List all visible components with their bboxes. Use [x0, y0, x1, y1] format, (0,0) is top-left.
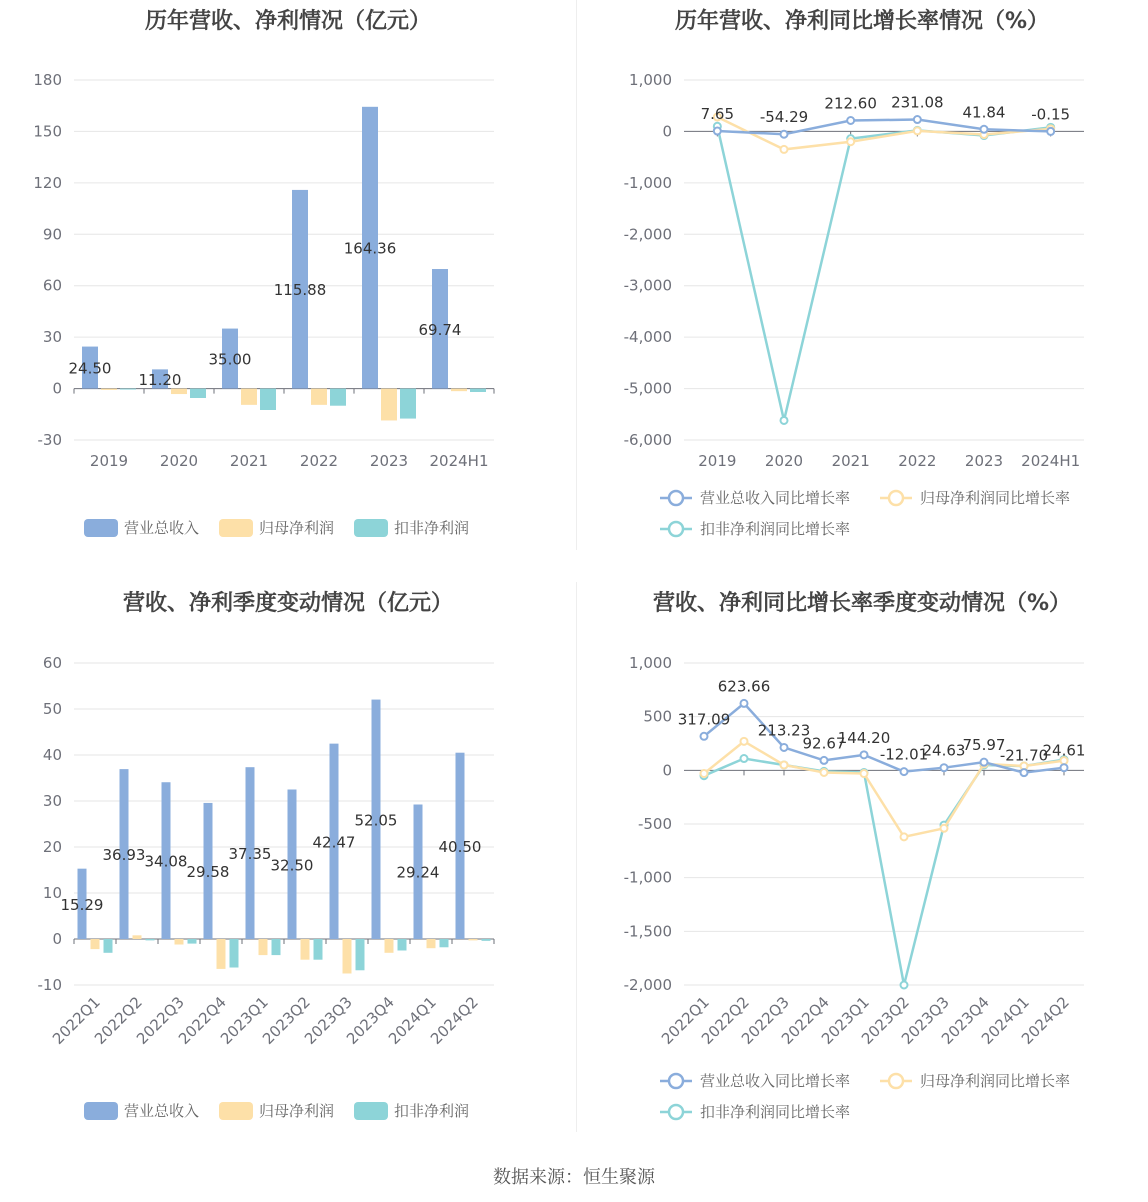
data-label: 164.36 [343, 239, 397, 258]
data-point [1061, 764, 1068, 771]
x-tick-label: 2023Q3 [898, 993, 953, 1048]
chart-svg [0, 0, 576, 560]
legend-marker [669, 491, 683, 505]
y-tick-label: 180 [33, 71, 62, 89]
y-tick-label: -500 [637, 815, 672, 833]
bar [241, 389, 257, 405]
data-label: -54.29 [759, 108, 809, 127]
x-tick-label: 2019 [89, 452, 129, 470]
y-tick-label: -3,000 [623, 276, 672, 295]
legend-label: 营业总收入同比增长率 [700, 489, 851, 507]
data-point [901, 982, 908, 989]
data-point [1047, 128, 1054, 135]
data-point [914, 116, 921, 123]
legend-label: 归母净利润同比增长率 [920, 489, 1071, 507]
x-tick-label: 2019 [698, 452, 737, 470]
data-point [781, 417, 788, 424]
legend-swatch [354, 1102, 388, 1120]
data-label: 7.65 [700, 105, 735, 124]
data-source: 数据来源：恒生聚源 [493, 1167, 655, 1188]
x-tick-label: 2022Q2 [698, 993, 753, 1048]
chart-annual-growth-rate [576, 0, 1148, 560]
data-point [701, 733, 708, 740]
data-label: 42.47 [312, 833, 356, 852]
x-tick-label: 2020 [159, 452, 199, 470]
y-tick-label: 120 [33, 173, 62, 192]
data-label: 52.05 [354, 811, 398, 830]
x-tick-label: 2022Q2 [91, 993, 146, 1048]
y-tick-label: 90 [42, 225, 62, 244]
bar [301, 939, 310, 960]
data-point [981, 126, 988, 133]
x-tick-label: 2023Q4 [938, 993, 993, 1048]
bar [482, 939, 491, 941]
data-label: 37.35 [228, 845, 272, 864]
data-label: 29.24 [396, 863, 440, 882]
y-tick-label: 60 [42, 276, 62, 295]
data-point [1021, 769, 1028, 776]
vertical-divider [576, 582, 577, 1132]
bar [133, 935, 142, 939]
data-point [941, 764, 948, 771]
data-label: 24.50 [68, 359, 112, 378]
y-tick-label: -10 [37, 976, 62, 994]
x-tick-label: 2024H1 [1021, 452, 1081, 470]
y-tick-label: 50 [42, 700, 62, 718]
legend-swatch [354, 519, 388, 537]
series-line [717, 126, 1050, 420]
y-tick-label: 150 [33, 122, 62, 141]
legend-label: 扣非净利润同比增长率 [700, 520, 851, 538]
x-tick-label: 2022Q1 [658, 993, 713, 1048]
data-label: 212.60 [824, 94, 877, 113]
legend-label: 营业总收入 [124, 1102, 200, 1120]
bar [101, 389, 117, 390]
y-tick-label: 0 [662, 122, 672, 141]
data-point [741, 755, 748, 762]
data-label: 34.08 [144, 852, 188, 871]
data-point [781, 761, 788, 768]
x-tick-label: 2022Q3 [738, 993, 793, 1048]
x-tick-label: 2023Q2 [858, 993, 913, 1048]
x-tick-label: 2023Q3 [301, 993, 356, 1048]
data-point [847, 138, 854, 145]
data-point [781, 131, 788, 138]
data-label: 24.63 [922, 741, 966, 760]
x-tick-label: 2024H1 [429, 452, 489, 470]
data-label: 69.74 [418, 320, 462, 339]
bar [440, 939, 449, 947]
legend-label: 扣非净利润 [394, 519, 470, 537]
data-label: 213.23 [757, 721, 811, 740]
data-point [741, 738, 748, 745]
legend-label: 归母净利润 [259, 519, 335, 537]
x-tick-label: 2022Q4 [778, 993, 833, 1048]
vertical-divider [576, 0, 577, 550]
x-tick-label: 2020 [764, 452, 804, 470]
bar [311, 389, 327, 405]
chart-quarterly-growth-rate [576, 582, 1148, 1142]
x-tick-label: 2021 [229, 452, 269, 470]
legend-marker [669, 1074, 683, 1088]
data-label: -12.01 [879, 745, 929, 764]
data-label: 36.93 [102, 846, 146, 865]
y-tick-label: -2,000 [623, 225, 672, 244]
chart-svg [576, 0, 1148, 560]
y-tick-label: 1,000 [629, 654, 672, 672]
y-tick-label: 10 [42, 884, 62, 902]
data-point [901, 768, 908, 775]
data-point [847, 117, 854, 124]
x-tick-label: 2022Q1 [49, 993, 104, 1048]
bar [175, 939, 184, 945]
bar [343, 939, 352, 974]
chart-annual-revenue-profit [0, 0, 576, 560]
bar [427, 939, 436, 948]
y-tick-label: -30 [37, 431, 62, 449]
bar [171, 389, 187, 394]
data-label: -21.70 [999, 746, 1049, 765]
data-point [821, 757, 828, 764]
x-tick-label: 2023Q4 [343, 993, 398, 1048]
y-tick-label: -1,000 [623, 173, 672, 192]
x-tick-label: 2024Q2 [427, 993, 482, 1048]
bar [104, 939, 113, 953]
bar [259, 939, 268, 955]
y-tick-label: 0 [662, 761, 672, 780]
bar [260, 389, 276, 410]
chart-svg [0, 582, 576, 1142]
legend-swatch [219, 519, 253, 537]
data-label: -0.15 [1031, 105, 1071, 124]
bar [188, 939, 197, 944]
data-label: 231.08 [891, 93, 944, 112]
bar [330, 389, 346, 406]
chart-svg [576, 582, 1148, 1142]
bar [356, 939, 365, 970]
legend-label: 归母净利润 [259, 1102, 335, 1120]
y-tick-label: -5,000 [623, 379, 672, 398]
bar [230, 939, 239, 968]
data-label: 29.58 [186, 862, 230, 881]
data-label: 115.88 [273, 281, 327, 300]
legend-swatch [219, 1102, 253, 1120]
y-tick-label: 0 [52, 930, 62, 948]
y-tick-label: -1,000 [623, 868, 672, 887]
y-tick-label: 500 [643, 707, 672, 726]
x-tick-label: 2022Q3 [133, 993, 188, 1048]
y-tick-label: 60 [42, 654, 62, 672]
legend-swatch [84, 1102, 118, 1120]
data-point [914, 127, 921, 134]
bar [400, 389, 416, 419]
bar [469, 939, 478, 940]
bar [146, 939, 155, 940]
legend-label: 扣非净利润 [394, 1102, 470, 1120]
y-tick-label: -2,000 [623, 976, 672, 994]
legend-marker [889, 1074, 903, 1088]
data-label: 75.97 [962, 736, 1006, 755]
data-label: 11.20 [138, 370, 182, 389]
legend-marker [669, 522, 683, 536]
data-point [781, 146, 788, 153]
x-tick-label: 2024Q1 [385, 993, 440, 1048]
y-tick-label: 30 [42, 328, 62, 347]
legend-label: 营业总收入 [124, 519, 200, 537]
data-point [901, 833, 908, 840]
chart-title: 历年营收、净利同比增长率情况（%） [674, 9, 1050, 34]
x-tick-label: 2022 [898, 452, 937, 470]
legend-marker [889, 491, 903, 505]
legend-swatch [84, 519, 118, 537]
bar [451, 389, 467, 392]
y-tick-label: 20 [42, 838, 62, 856]
data-point [981, 759, 988, 766]
x-tick-label: 2022 [299, 452, 339, 470]
data-point [741, 700, 748, 707]
y-tick-label: -6,000 [623, 431, 672, 449]
x-tick-label: 2023Q1 [818, 993, 873, 1048]
bar [120, 389, 136, 390]
y-tick-label: 0 [52, 379, 62, 398]
x-tick-label: 2023 [964, 452, 1004, 470]
bar [91, 939, 100, 949]
legend-label: 归母净利润同比增长率 [920, 1072, 1071, 1090]
y-tick-label: 40 [42, 746, 62, 764]
data-label: 35.00 [208, 350, 252, 369]
data-label: 144.20 [837, 728, 891, 747]
data-point [701, 770, 708, 777]
x-tick-label: 2021 [831, 452, 870, 470]
data-label: 40.50 [438, 837, 482, 856]
data-point [861, 770, 868, 777]
chart-title: 营收、净利同比增长率季度变动情况（%） [652, 591, 1072, 616]
x-tick-label: 2024Q1 [978, 993, 1033, 1048]
bar [190, 389, 206, 398]
data-label: 24.61 [1042, 741, 1086, 760]
x-tick-label: 2023Q1 [217, 993, 272, 1048]
data-label: 317.09 [677, 710, 731, 729]
data-label: 15.29 [60, 895, 104, 914]
data-point [941, 825, 948, 832]
y-tick-label: -4,000 [623, 328, 672, 347]
data-point [861, 751, 868, 758]
chart-title: 历年营收、净利情况（亿元） [144, 9, 431, 34]
bar [314, 939, 323, 960]
legend-label: 扣非净利润同比增长率 [700, 1103, 851, 1121]
bar [217, 939, 226, 969]
data-point [781, 744, 788, 751]
bar [272, 939, 281, 955]
x-tick-label: 2023 [369, 452, 409, 470]
data-label: 92.67 [802, 734, 846, 753]
data-label: 623.66 [717, 677, 771, 696]
y-tick-label: 30 [42, 792, 62, 810]
y-tick-label: -1,500 [623, 922, 672, 941]
legend-marker [669, 1105, 683, 1119]
y-tick-label: 1,000 [629, 71, 672, 89]
x-tick-label: 2022Q4 [175, 993, 230, 1048]
data-label: 41.84 [962, 103, 1006, 122]
data-label: 32.50 [270, 856, 314, 875]
chart-title: 营收、净利季度变动情况（亿元） [122, 591, 453, 616]
legend-label: 营业总收入同比增长率 [700, 1072, 851, 1090]
data-point [714, 128, 721, 135]
x-tick-label: 2023Q2 [259, 993, 314, 1048]
series-line [704, 759, 1064, 985]
bar [470, 389, 486, 392]
bar [381, 389, 397, 421]
x-tick-label: 2024Q2 [1018, 993, 1073, 1048]
bar [398, 939, 407, 951]
chart-quarterly-revenue-profit [0, 582, 576, 1142]
data-point [821, 769, 828, 776]
bar [385, 939, 394, 953]
